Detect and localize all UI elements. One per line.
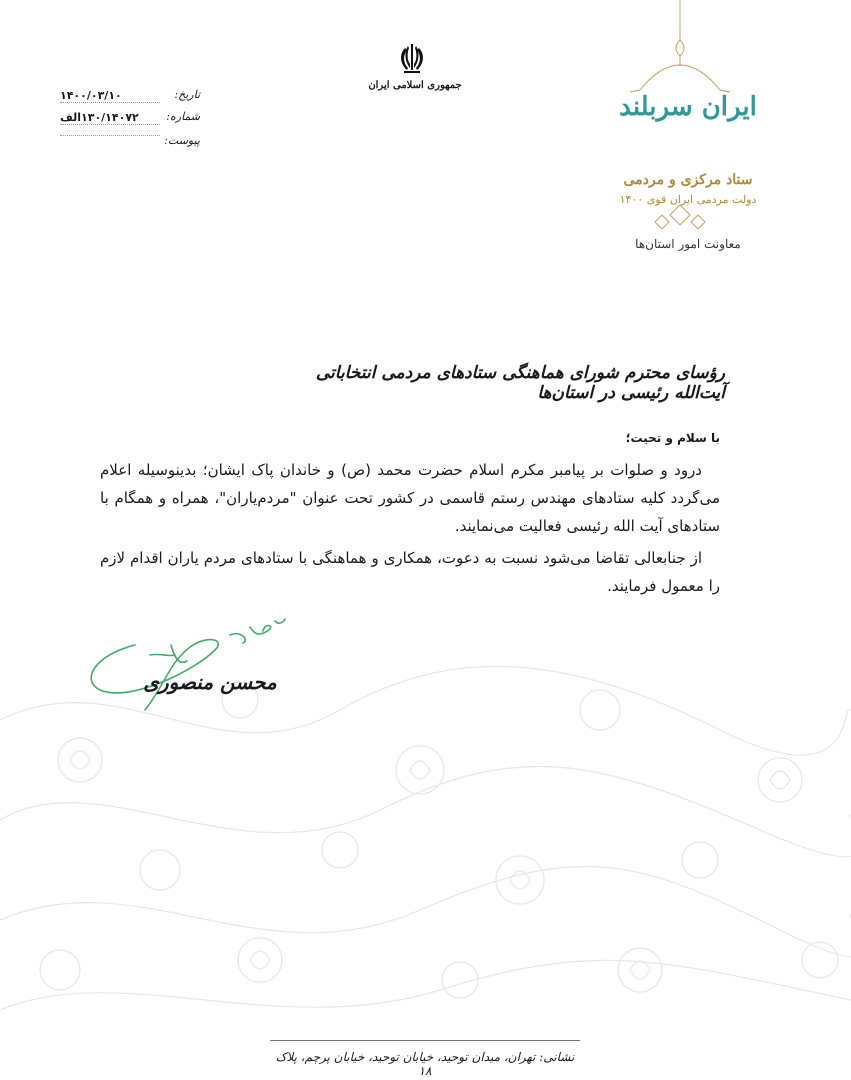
department-name: معاونت امور استان‌ها — [635, 237, 741, 251]
brand-logo-title: ایران سربلند — [619, 92, 757, 122]
letter-paragraph-2: از جنابعالی تقاضا می‌شود نسبت به دعوت، همکاری و هماهنگی با ستادهای مردم یاران اقدام لازم را معمول فرمایند. — [100, 549, 720, 595]
emblem-caption: جمهوری اسلامی ایران — [368, 80, 462, 91]
iran-emblem-icon — [392, 40, 432, 76]
date-row — [60, 88, 200, 106]
footer-address: نشانی: تهران، میدان توحید، خیابان توحید، خیابان پرچم، پلاک ۱۸ — [275, 1050, 575, 1078]
number-label: شماره: — [166, 110, 200, 123]
letter-recipient: رؤسای محترم شورای هماهنگی ستادهای مردمی انتخاباتی آیت‌الله رئیسی در استان‌ها — [315, 363, 725, 403]
date-label: تاریخ: — [174, 88, 200, 101]
number-row — [60, 110, 200, 128]
attachment-value — [60, 135, 160, 136]
number-value: ۱۳۰/۱۴۰۷۲الف — [60, 111, 160, 125]
date-value: ۱۴۰۰/۰۳/۱۰ — [60, 89, 160, 103]
letter-body — [100, 456, 720, 600]
footer-divider — [270, 1040, 580, 1041]
brand-tagline: دولت مردمی ایران قوی ۱۴۰۰ — [619, 193, 757, 206]
letter-paragraph-1: درود و صلوات بر پیامبر مکرم اسلام حضرت محمد (ص) و خاندان پاک ایشان؛ بدینوسیله اعلام می‌گردد کلیه ستادهای مهندس رستم قاسمی در کشور تحت عنوان "مردم‌یاران"، همراه و همگام با ستادهای آیت الله رئیسی فعالیت می‌نمایند. — [100, 461, 720, 535]
brand-subtitle: ستاد مرکزی و مردمی — [623, 172, 753, 188]
attachment-label: پیوست: — [164, 134, 200, 147]
signer-name: محسن منصوری — [143, 670, 277, 694]
letter-greeting: با سلام و تحیت؛ — [625, 431, 720, 445]
attachment-row — [60, 134, 200, 152]
